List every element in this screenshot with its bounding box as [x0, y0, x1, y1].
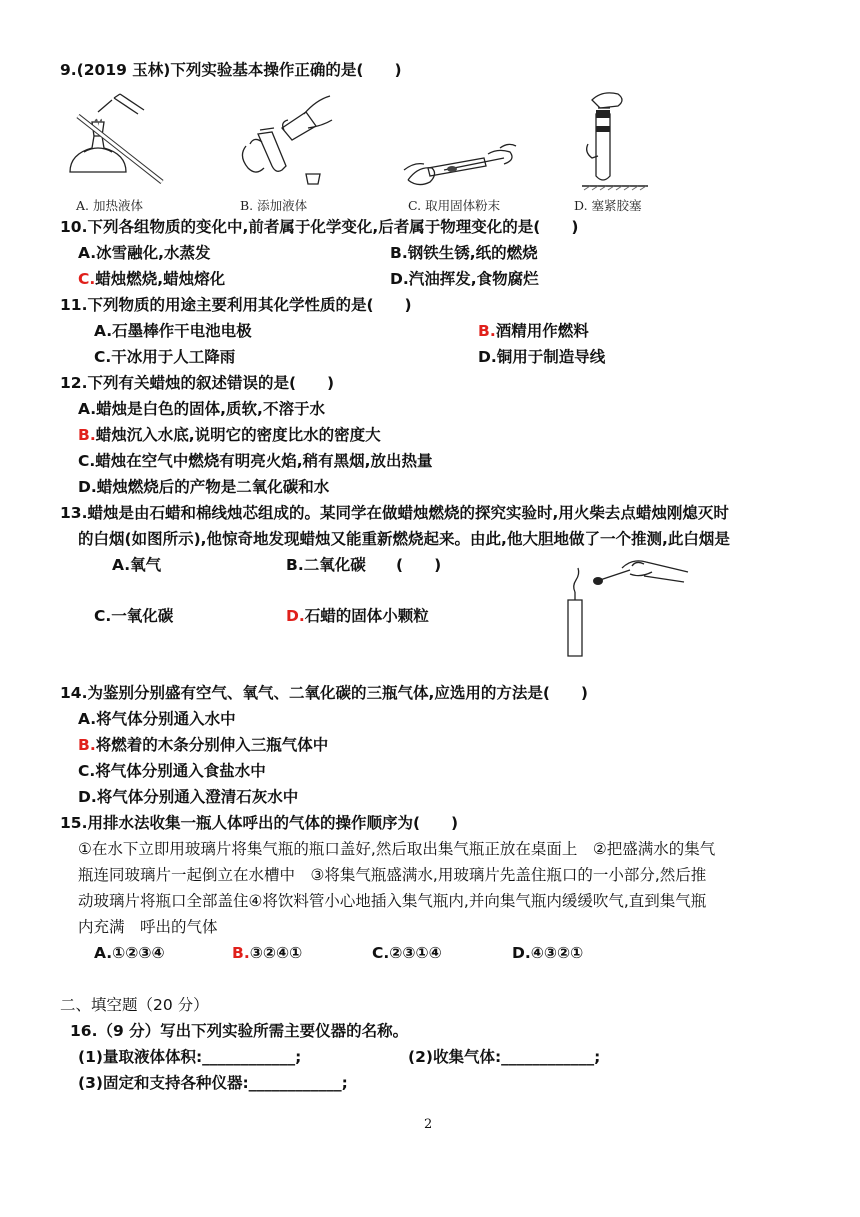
q13-option-b: B.二氧化碳 [286, 556, 366, 574]
q12-option-b: B.蜡烛沉入水底,说明它的密度比水的密度大 [78, 426, 381, 444]
q13-answer-paren: ( ) [396, 556, 442, 574]
q14-option-a: A.将气体分别通入水中 [78, 710, 236, 728]
q9-caption-b: B. 添加液体 [240, 198, 308, 213]
figure-candle-white-smoke [560, 552, 694, 662]
q9-stem: 9.(2019 玉林)下列实验基本操作正确的是( ) [60, 61, 402, 79]
answer-letter: B. [232, 944, 250, 962]
q9-caption-d: D. 塞紧胶塞 [574, 198, 642, 213]
q12-option-a: A.蜡烛是白色的固体,质软,不溶于水 [78, 400, 325, 418]
figure-plugging-stopper [582, 86, 652, 194]
q15-stem: 15.用排水法收集一瓶人体呼出的气体的操作顺序为( ) [60, 814, 459, 832]
answer-letter: C. [78, 270, 96, 288]
q13-stem-line2: 的白烟(如图所示),他惊奇地发现蜡烛又能重新燃烧起来。由此,他大胆地做了一个推测,此白烟是 [78, 530, 730, 548]
figure-heating-liquid [64, 92, 174, 188]
q13-option-c: C.一氧化碳 [94, 607, 174, 625]
figure-adding-liquid [236, 86, 336, 190]
q15-option-a: A.①②③④ [94, 944, 165, 962]
q16-item-1: (1)量取液体体积:____________; [78, 1048, 302, 1066]
q13-option-d: D.石蜡的固体小颗粒 [286, 607, 429, 625]
q15-body-line1: ①在水下立即用玻璃片将集气瓶的瓶口盖好,然后取出集气瓶正放在桌面上 ②把盛满水的集气 [78, 840, 716, 858]
q15-option-b: B.③②④① [232, 944, 303, 962]
q10-option-a: A.冰雪融化,水蒸发 [78, 244, 211, 262]
q9-caption-c: C. 取用固体粉末 [408, 198, 501, 213]
answer-letter: B. [78, 736, 96, 754]
answer-letter: B. [478, 322, 496, 340]
q16-item-3: (3)固定和支持各种仪器:____________; [78, 1074, 348, 1092]
q13-stem-line1: 13.蜡烛是由石蜡和棉线烛芯组成的。某同学在做蜡烛燃烧的探究实验时,用火柴去点蜡烛刚熄灭时 [60, 504, 729, 522]
q10-stem: 10.下列各组物质的变化中,前者属于化学变化,后者属于物理变化的是( ) [60, 218, 579, 236]
q15-option-c: C.②③①④ [372, 944, 442, 962]
q12-option-c: C.蜡烛在空气中燃烧有明亮火焰,稍有黑烟,放出热量 [78, 452, 433, 470]
q15-body-line4: 内充满 呼出的气体 [78, 918, 218, 936]
q15-body-line2: 瓶连同玻璃片一起倒立在水槽中 ③将集气瓶盛满水,用玻璃片先盖住瓶口的一小部分,然后推 [78, 866, 707, 884]
q14-option-d: D.将气体分别通入澄清石灰水中 [78, 788, 299, 806]
q11-option-b: B.酒精用作燃料 [478, 322, 589, 340]
answer-letter: B. [78, 426, 96, 444]
q11-option-a: A.石墨棒作干电池电极 [94, 322, 252, 340]
q15-body-line3: 动玻璃片将瓶口全部盖住④将饮料管小心地插入集气瓶内,并向集气瓶内缓缓吹气,直到集气瓶 [78, 892, 707, 910]
q10-option-c: C.蜡烛燃烧,蜡烛熔化 [78, 270, 226, 288]
q16-item-2: (2)收集气体:____________; [408, 1048, 601, 1066]
answer-letter: D. [286, 607, 305, 625]
q11-option-c: C.干冰用于人工降雨 [94, 348, 236, 366]
q14-option-c: C.将气体分别通入食盐水中 [78, 762, 266, 780]
q12-option-d: D.蜡烛燃烧后的产物是二氧化碳和水 [78, 478, 330, 496]
q14-stem: 14.为鉴别分别盛有空气、氧气、二氧化碳的三瓶气体,应选用的方法是( ) [60, 684, 589, 702]
figure-taking-powder [404, 140, 524, 192]
q11-stem: 11.下列物质的用途主要利用其化学性质的是( ) [60, 296, 412, 314]
q12-stem: 12.下列有关蜡烛的叙述错误的是( ) [60, 374, 335, 392]
q10-option-d: D.汽油挥发,食物腐烂 [390, 270, 539, 288]
q16-stem: 16.（9 分）写出下列实验所需主要仪器的名称。 [70, 1022, 409, 1040]
q13-option-a: A.氧气 [112, 556, 162, 574]
q9-caption-a: A. 加热液体 [76, 198, 143, 213]
q11-option-d: D.铜用于制造导线 [478, 348, 606, 366]
q15-option-d: D.④③②① [512, 944, 584, 962]
section-title: 二、填空题（20 分） [60, 996, 209, 1014]
q14-option-b: B.将燃着的木条分别伸入三瓶气体中 [78, 736, 329, 754]
page-number: 2 [424, 1117, 433, 1132]
q10-option-b: B.钢铁生锈,纸的燃烧 [390, 244, 538, 262]
